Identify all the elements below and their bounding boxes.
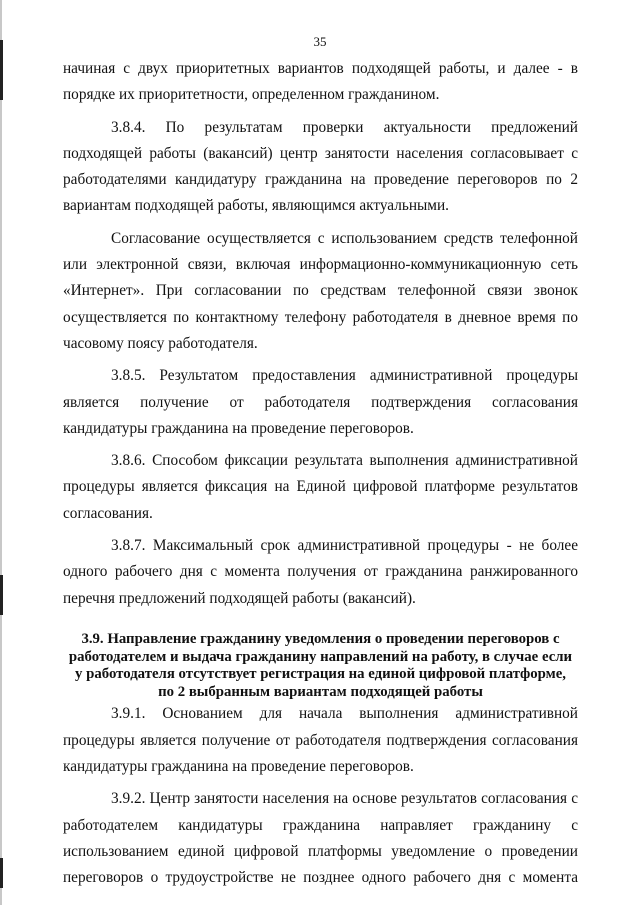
heading-line: по 2 выбранным вариантам подходящей работы xyxy=(158,683,483,700)
section-heading-3-9 xyxy=(63,631,578,701)
paragraph-3-8-4: 3.8.4. По результатам проверки актуальности предложений подходящей работы (вакансий) центр занятости населения согласовывает с работодателями кандидатуру гражданина на проведение переговоров по 2 вариантам подходящей работы, являющимся актуальными. xyxy=(63,118,578,215)
scan-edge xyxy=(0,0,2,905)
paragraph-3-9-2: 3.9.2. Центр занятости населения на основе результатов согласования с работодателем кандидатуры гражданина направляет гражданину с использованием единой цифровой платформы уведомление о проведении переговоров о трудоустройстве не позднее одного рабочего дня с момента xyxy=(63,790,578,887)
paragraph-3-8-6: 3.8.6. Способом фиксации результата выполнения административной процедуры является фиксация на Единой цифровой платформе результатов согласования. xyxy=(63,452,578,522)
heading-line: у работодателя отсутствует регистрация на единой цифровой платформе, xyxy=(75,666,566,683)
paragraph-3-9-1: 3.9.1. Основанием для начала выполнения административной процедуры является получение от работодателя подтверждения согласования кандидатуры гражданина на проведение переговоров. xyxy=(63,705,578,775)
heading-line: 3.9. Направление гражданину уведомления о проведении переговоров с xyxy=(81,630,560,647)
scan-mark xyxy=(0,858,3,888)
page-number: 35 xyxy=(313,34,327,49)
paragraph-agreement: Согласование осуществляется с использованием средств телефонной или электронной связи, включая информационно-коммуникационную сеть «Интернет». При согласовании по средствам телефонной связи звонок осуществляется по контактному телефону работодателя в дневное время по часовому поясу работодателя. xyxy=(63,229,578,352)
document-body xyxy=(63,56,578,897)
heading-line: работодателем и выдача гражданину направлений на работу, в случае если xyxy=(68,648,573,665)
paragraph-3-8-5: 3.8.5. Результатом предоставления административной процедуры является получение от работодателя подтверждения согласования кандидатуры гражданина на проведение переговоров. xyxy=(63,367,578,437)
scan-mark xyxy=(0,575,3,615)
paragraph-3-8-7: 3.8.7. Максимальный срок административной процедуры - не более одного рабочего дня с момента получения от гражданина ранжированного перечня предложений подходящей работы (вакансий). xyxy=(63,537,578,607)
paragraph-continuation: начиная с двух приоритетных вариантов подходящей работы, и далее - в порядке их приоритетности, определенном гражданином. xyxy=(63,60,578,104)
